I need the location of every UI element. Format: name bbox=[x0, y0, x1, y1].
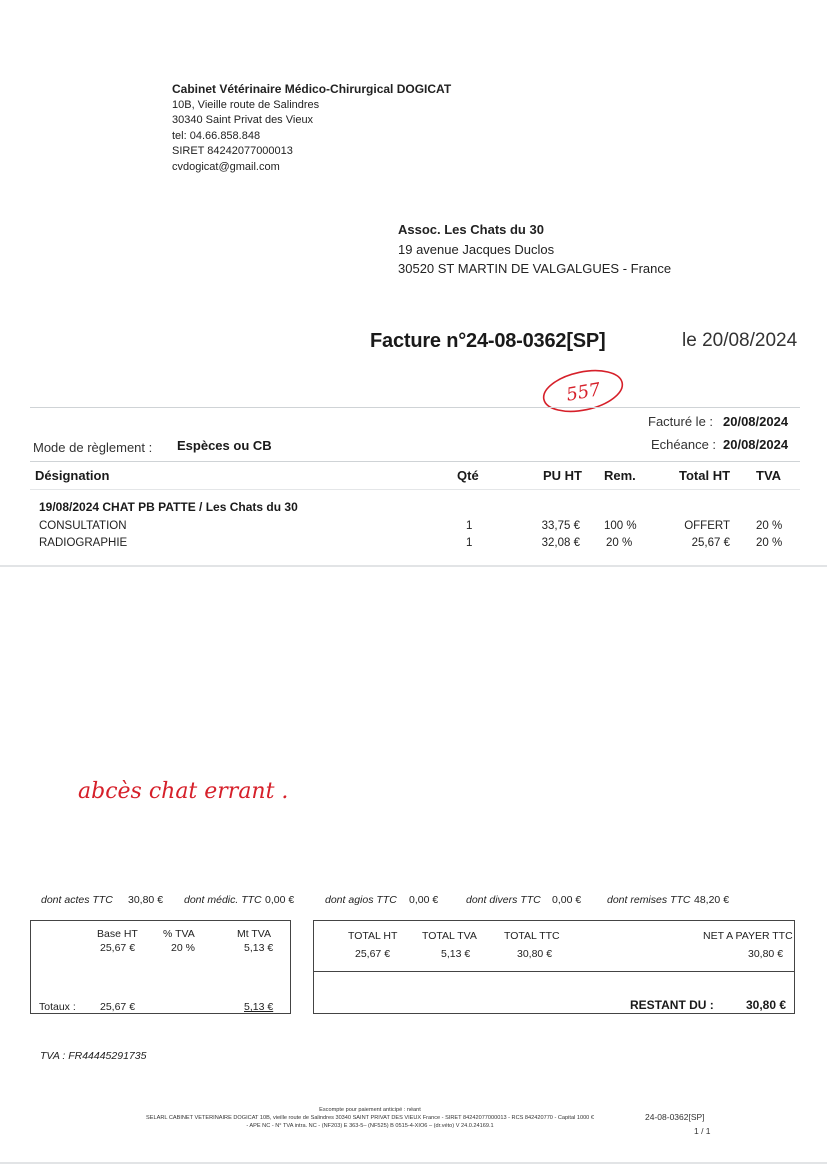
col-header-qty: Qté bbox=[457, 468, 479, 483]
vat-number: TVA : FR44445291735 bbox=[40, 1050, 147, 1062]
row-rem: 100 % bbox=[604, 520, 637, 532]
row-designation: RADIOGRAPHIE bbox=[39, 537, 128, 549]
vat-totals-base: 25,67 € bbox=[100, 1001, 136, 1013]
payment-method-value: Espèces ou CB bbox=[177, 438, 272, 453]
ttc-remises bbox=[607, 894, 690, 906]
due-date-label: Echéance : bbox=[651, 437, 717, 452]
vat-base-ht-value: 25,67 € bbox=[100, 942, 136, 954]
ttc-medic-value: 0,00 € bbox=[265, 894, 295, 906]
vat-totals-tva: 5,13 € bbox=[244, 1001, 274, 1013]
ttc-remises-value: 48,20 € bbox=[694, 894, 730, 906]
ttc-divers-value: 0,00 € bbox=[552, 894, 582, 906]
scan-artifact-line bbox=[0, 565, 827, 567]
sender-address-line1: 10B, Vieille route de Salindres bbox=[172, 98, 320, 111]
divider bbox=[30, 407, 800, 408]
sender-siret: SIRET 84242077000013 bbox=[172, 145, 293, 158]
ttc-medic-label: dont médic. TTC bbox=[184, 894, 262, 906]
remaining-due-value: 30,80 € bbox=[746, 998, 787, 1012]
ttc-agios-value: 0,00 € bbox=[409, 894, 439, 906]
recipient-address-line1: 19 avenue Jacques Duclos bbox=[398, 241, 555, 257]
row-qty: 1 bbox=[466, 520, 473, 532]
col-header-total-ht: Total HT bbox=[679, 468, 731, 483]
sender-email: cvdogicat@gmail.com bbox=[172, 160, 280, 173]
vat-base-ht-label: Base HT bbox=[97, 928, 138, 940]
net-to-pay-label: NET A PAYER TTC bbox=[703, 930, 793, 942]
stamp-number: 557 bbox=[564, 379, 603, 406]
scan-artifact-line bbox=[0, 1162, 827, 1164]
row-qty: 1 bbox=[466, 537, 473, 549]
invoice-title: Facture n°24-08-0362[SP] bbox=[370, 330, 606, 352]
vat-totals-label: Totaux : bbox=[39, 1001, 76, 1013]
col-header-pu-ht: PU HT bbox=[543, 468, 582, 483]
handwritten-note-text: abcès chat errant . bbox=[78, 779, 289, 804]
billed-date-value: 20/08/2024 bbox=[723, 414, 789, 429]
vat-pct-label: % TVA bbox=[163, 928, 195, 940]
total-ht-label: TOTAL HT bbox=[348, 930, 398, 942]
ttc-divers bbox=[466, 894, 541, 906]
footer-invoice-ref: 24-08-0362[SP] bbox=[645, 1112, 705, 1122]
total-ht-value: 25,67 € bbox=[355, 948, 391, 960]
page-number: 1 / 1 bbox=[694, 1126, 711, 1136]
divider bbox=[30, 489, 800, 490]
footer-line2: SELARL CABINET VETERINAIRE DOGICAT 10B, vieille route de Salindres 30340 SAINT PRIVAT DES VIEUX France - SIRET 84242077000013 - RCS 842420770 - Capital 1000 € bbox=[146, 1115, 594, 1121]
col-header-designation: Désignation bbox=[35, 468, 110, 483]
sender-address-line2: 30340 Saint Privat des Vieux bbox=[172, 114, 314, 127]
total-tva-value: 5,13 € bbox=[441, 948, 471, 960]
group-title: 19/08/2024 CHAT PB PATTE / Les Chats du 30 bbox=[39, 500, 298, 514]
billed-date-label: Facturé le : bbox=[648, 414, 714, 429]
recipient-address-line2: 30520 ST MARTIN DE VALGALGUES - France bbox=[398, 261, 672, 276]
sender-phone: tel: 04.66.858.848 bbox=[172, 129, 261, 142]
total-tva-label: TOTAL TVA bbox=[422, 930, 477, 942]
row-designation: CONSULTATION bbox=[39, 520, 127, 532]
footer-line3: - APE NC - N° TVA intra. NC - (NF203) E 363-5– (NF525) B 0515-4-XIO6 – (dr.véto) V 24.0.24169.1 bbox=[246, 1123, 494, 1129]
legal-footer bbox=[90, 1106, 650, 1130]
ttc-divers-label: dont divers TTC bbox=[466, 894, 541, 906]
payment-method-label: Mode de règlement : bbox=[33, 440, 153, 455]
row-tva: 20 % bbox=[756, 520, 783, 532]
footer-line1: Escompte pour paiement anticipé : néant bbox=[319, 1107, 421, 1113]
vat-pct-value: 20 % bbox=[171, 942, 195, 954]
ttc-actes-value: 30,80 € bbox=[128, 894, 164, 906]
sender-name: Cabinet Vétérinaire Médico-Chirurgical DOGICAT bbox=[172, 82, 452, 96]
ttc-actes-label: dont actes TTC bbox=[41, 894, 113, 906]
divider bbox=[30, 461, 800, 462]
ttc-medic bbox=[184, 894, 262, 906]
col-header-tva: TVA bbox=[756, 468, 782, 483]
ttc-agios bbox=[325, 894, 397, 906]
invoice-date: le 20/08/2024 bbox=[682, 330, 798, 351]
net-to-pay-value: 30,80 € bbox=[748, 948, 784, 960]
ttc-remises-label: dont remises TTC bbox=[607, 894, 691, 906]
vat-mt-label: Mt TVA bbox=[237, 928, 272, 940]
row-total-ht: 25,67 € bbox=[691, 537, 730, 549]
total-ttc-value: 30,80 € bbox=[517, 948, 553, 960]
ttc-agios-label: dont agios TTC bbox=[325, 894, 397, 906]
col-header-rem: Rem. bbox=[604, 468, 636, 483]
row-total-ht: OFFERT bbox=[684, 520, 730, 532]
total-ttc-label: TOTAL TTC bbox=[504, 930, 560, 942]
vat-mt-value: 5,13 € bbox=[244, 942, 274, 954]
recipient-name: Assoc. Les Chats du 30 bbox=[398, 222, 544, 237]
row-rem: 20 % bbox=[606, 537, 633, 549]
sender-block bbox=[172, 82, 451, 176]
remaining-due-label: RESTANT DU : bbox=[630, 998, 714, 1012]
due-date-value: 20/08/2024 bbox=[723, 437, 789, 452]
ttc-actes bbox=[41, 894, 113, 906]
recipient-block bbox=[398, 220, 671, 279]
totals-box-divider bbox=[313, 971, 795, 972]
row-pu-ht: 33,75 € bbox=[541, 520, 580, 532]
handwritten-note bbox=[78, 774, 358, 808]
row-tva: 20 % bbox=[756, 537, 783, 549]
row-pu-ht: 32,08 € bbox=[541, 537, 580, 549]
